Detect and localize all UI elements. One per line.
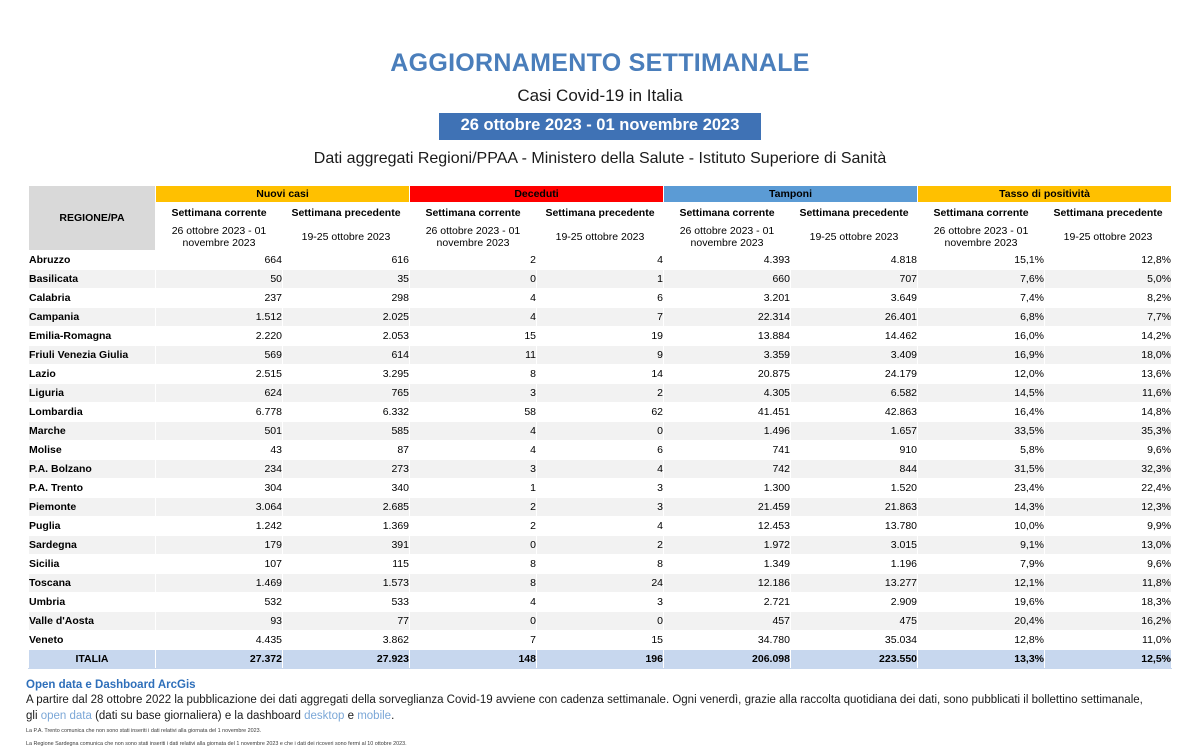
cell-tasso-precedente: 12,3% [1045,497,1172,516]
cell-tamp-corrente: 1.496 [664,421,791,440]
table-row [29,554,1172,573]
cell-tamp-precedente: 6.582 [791,383,918,402]
cell-tamp-precedente: 3.409 [791,345,918,364]
cell-tamp-precedente: 844 [791,459,918,478]
cell-nuovi-corrente: 1.469 [156,573,283,592]
cell-nuovi-precedente: 273 [283,459,410,478]
cell-nuovi-corrente: 532 [156,592,283,611]
cell-dec-corrente: 8 [410,573,537,592]
cell-tasso-precedente: 11,6% [1045,383,1172,402]
cell-tamp-corrente: 741 [664,440,791,459]
cell-nuovi-corrente: 50 [156,269,283,288]
cell-region-name: P.A. Bolzano [29,459,156,478]
table-row [29,250,1172,269]
cell-region-name: Liguria [29,383,156,402]
cell-tamp-precedente: 13.780 [791,516,918,535]
footnote-trento: La P.A. Trento comunica che non sono stati inseriti i dati relativi alla giornata del 1 novembre 2023. [26,728,262,735]
subheader-date-tamp-precedente: 19-25 ottobre 2023 [791,223,918,250]
group-header-deceduti: Deceduti [410,185,664,202]
subheader-dec-precedente: Settimana precedente [537,202,664,223]
cell-region-name: Lombardia [29,402,156,421]
cell-dec-corrente: 0 [410,611,537,630]
cell-tamp-precedente: 42.863 [791,402,918,421]
subheader-date-nuovi-precedente: 19-25 ottobre 2023 [283,223,410,250]
subheader-dec-corrente: Settimana corrente [410,202,537,223]
cell-tasso-corrente: 19,6% [918,592,1045,611]
cell-nuovi-precedente: 614 [283,345,410,364]
cell-tasso-corrente: 6,8% [918,307,1045,326]
cell-nuovi-precedente: 1.573 [283,573,410,592]
cell-tamp-precedente: 24.179 [791,364,918,383]
cell-dec-precedente: 3 [537,592,664,611]
cell-tamp-precedente: 2.909 [791,592,918,611]
cell-region-name: P.A. Trento [29,478,156,497]
cell-tasso-precedente: 9,6% [1045,440,1172,459]
cell-nuovi-corrente: 569 [156,345,283,364]
table-row [29,459,1172,478]
cell-dec-precedente: 7 [537,307,664,326]
cell-tasso-precedente: 12,8% [1045,250,1172,269]
cell-nuovi-corrente: 1.512 [156,307,283,326]
footer-text-mid: (dati su base giornaliera) e la dashboard [91,709,305,722]
cell-dec-precedente: 4 [537,459,664,478]
cell-dec-precedente: 4 [537,250,664,269]
subheader-date-tasso-corrente: 26 ottobre 2023 - 01 novembre 2023 [918,223,1045,250]
subheader-tasso-precedente: Settimana precedente [1045,202,1172,223]
cell-dec-precedente: 2 [537,535,664,554]
cell-tasso-precedente: 13,0% [1045,535,1172,554]
cell-dec-corrente: 0 [410,535,537,554]
cell-dec-corrente: 4 [410,288,537,307]
subheader-date-tasso-precedente: 19-25 ottobre 2023 [1045,223,1172,250]
cell-nuovi-corrente: 2.515 [156,364,283,383]
cell-tamp-precedente: 13.277 [791,573,918,592]
cell-tamp-corrente: 1.300 [664,478,791,497]
cell-tamp-precedente: 4.818 [791,250,918,269]
cell-dec-corrente: 4 [410,421,537,440]
cell-nuovi-precedente: 340 [283,478,410,497]
cell-nuovi-corrente: 6.778 [156,402,283,421]
date-band-container [0,113,1200,140]
date-range-badge: 26 ottobre 2023 - 01 novembre 2023 [439,113,762,140]
subheader-date-dec-corrente: 26 ottobre 2023 - 01 novembre 2023 [410,223,537,250]
cell-tamp-corrente: 34.780 [664,630,791,649]
cell-dec-precedente: 14 [537,364,664,383]
footer-heading: Open data e Dashboard ArcGis [26,678,196,691]
cell-nuovi-precedente: 3.862 [283,630,410,649]
cell-region-name: Sicilia [29,554,156,573]
cell-tamp-precedente: 1.196 [791,554,918,573]
data-source-line: Dati aggregati Regioni/PPAA - Ministero della Salute - Istituto Superiore di Sanità [313,149,887,167]
footer-notes [22,678,1178,749]
cell-tasso-corrente: 14,3% [918,497,1045,516]
group-header-nuovi-casi: Nuovi casi [156,185,410,202]
cell-dec-corrente: 4 [410,592,537,611]
cell-dec-precedente: 196 [537,649,664,668]
cell-dec-precedente: 15 [537,630,664,649]
cell-tamp-precedente: 3.649 [791,288,918,307]
subheader-label-row [29,202,1172,223]
dashboard-mobile-link[interactable]: mobile [357,709,392,722]
page-title: AGGIORNAMENTO SETTIMANALE [390,49,810,77]
cell-nuovi-precedente: 391 [283,535,410,554]
table-row [29,630,1172,649]
cell-dec-precedente: 6 [537,440,664,459]
cell-tasso-corrente: 5,8% [918,440,1045,459]
table-header [29,185,1172,250]
cell-dec-corrente: 7 [410,630,537,649]
cell-nuovi-precedente: 6.332 [283,402,410,421]
cell-dec-corrente: 11 [410,345,537,364]
cell-nuovi-precedente: 298 [283,288,410,307]
cell-region-name: Molise [29,440,156,459]
footer-paragraph-line1: A partire dal 28 ottobre 2022 la pubblicazione dei dati aggregati della sorveglianza Covid-19 avviene con cadenza settimanale. Ogni venerdì, grazie alla raccolta quotidiana dei dati, sono pubblicati il bollettino settimanale, [26,694,1143,707]
cell-nuovi-precedente: 1.369 [283,516,410,535]
cell-region-name: Toscana [29,573,156,592]
cell-tasso-corrente: 14,5% [918,383,1045,402]
cell-tamp-corrente: 457 [664,611,791,630]
cell-nuovi-corrente: 237 [156,288,283,307]
table-row [29,573,1172,592]
table-row [29,611,1172,630]
cell-tasso-corrente: 33,5% [918,421,1045,440]
cell-dec-corrente: 0 [410,269,537,288]
subheader-date-tamp-corrente: 26 ottobre 2023 - 01 novembre 2023 [664,223,791,250]
cell-region-name: Friuli Venezia Giulia [29,345,156,364]
group-band-row [29,185,1172,202]
cell-tamp-precedente: 475 [791,611,918,630]
cell-tasso-precedente: 7,7% [1045,307,1172,326]
weekly-data-table-container [28,185,1172,669]
footnote-sardegna: La Regione Sardegna comunica che non sono stati inseriti i dati relativi alla giornata del 1 novembre 2023 e che i dati dei ricoveri sono fermi al 10 ottobre 2023. [26,740,407,747]
open-data-link[interactable]: open data [40,709,92,722]
cell-region-name: Puglia [29,516,156,535]
report-header [0,0,1200,168]
cell-nuovi-corrente: 501 [156,421,283,440]
cell-tasso-precedente: 11,0% [1045,630,1172,649]
cell-nuovi-corrente: 1.242 [156,516,283,535]
cell-tamp-corrente: 3.359 [664,345,791,364]
cell-tasso-corrente: 31,5% [918,459,1045,478]
table-row [29,535,1172,554]
cell-tamp-corrente: 3.201 [664,288,791,307]
table-row [29,402,1172,421]
cell-tamp-precedente: 1.657 [791,421,918,440]
cell-nuovi-corrente: 624 [156,383,283,402]
cell-dec-precedente: 0 [537,611,664,630]
cell-dec-corrente: 4 [410,440,537,459]
cell-nuovi-corrente: 304 [156,478,283,497]
table-row [29,440,1172,459]
cell-tasso-corrente: 7,6% [918,269,1045,288]
group-header-tasso-positivita: Tasso di positività [918,185,1172,202]
table-row [29,592,1172,611]
cell-dec-precedente: 3 [537,497,664,516]
cell-tamp-corrente: 1.349 [664,554,791,573]
cell-tamp-corrente: 12.453 [664,516,791,535]
cell-tamp-precedente: 14.462 [791,326,918,345]
subheader-date-nuovi-corrente: 26 ottobre 2023 - 01 novembre 2023 [156,223,283,250]
cell-dec-corrente: 58 [410,402,537,421]
cell-tasso-precedente: 18,3% [1045,592,1172,611]
group-header-tamponi: Tamponi [664,185,918,202]
weekly-data-table [28,185,1172,669]
cell-region-name: Veneto [29,630,156,649]
cell-dec-precedente: 24 [537,573,664,592]
cell-tasso-precedente: 14,8% [1045,402,1172,421]
cell-tamp-corrente: 742 [664,459,791,478]
table-row-total [29,649,1172,668]
cell-nuovi-precedente: 77 [283,611,410,630]
cell-tamp-precedente: 910 [791,440,918,459]
table-row [29,516,1172,535]
cell-tamp-precedente: 3.015 [791,535,918,554]
table-row [29,383,1172,402]
cell-nuovi-precedente: 533 [283,592,410,611]
cell-nuovi-precedente: 616 [283,250,410,269]
cell-tasso-precedente: 32,3% [1045,459,1172,478]
cell-nuovi-precedente: 27.923 [283,649,410,668]
subheader-nuovi-corrente: Settimana corrente [156,202,283,223]
cell-tasso-precedente: 14,2% [1045,326,1172,345]
cell-tamp-precedente: 35.034 [791,630,918,649]
cell-tamp-corrente: 22.314 [664,307,791,326]
cell-tasso-corrente: 7,9% [918,554,1045,573]
cell-dec-corrente: 2 [410,497,537,516]
cell-region-name: Campania [29,307,156,326]
footer-text-and: e [344,709,358,722]
cell-tasso-corrente: 12,1% [918,573,1045,592]
cell-tasso-corrente: 16,4% [918,402,1045,421]
cell-tasso-corrente: 7,4% [918,288,1045,307]
cell-dec-corrente: 4 [410,307,537,326]
cell-tasso-precedente: 11,8% [1045,573,1172,592]
subheader-nuovi-precedente: Settimana precedente [283,202,410,223]
cell-tasso-corrente: 23,4% [918,478,1045,497]
cell-nuovi-precedente: 765 [283,383,410,402]
cell-region-name: Marche [29,421,156,440]
cell-tamp-corrente: 1.972 [664,535,791,554]
cell-tasso-precedente: 12,5% [1045,649,1172,668]
cell-dec-precedente: 0 [537,421,664,440]
cell-nuovi-corrente: 179 [156,535,283,554]
table-row [29,269,1172,288]
cell-region-name: Basilicata [29,269,156,288]
cell-nuovi-corrente: 2.220 [156,326,283,345]
cell-nuovi-corrente: 3.064 [156,497,283,516]
cell-tasso-corrente: 12,0% [918,364,1045,383]
cell-nuovi-precedente: 35 [283,269,410,288]
cell-tamp-corrente: 12.186 [664,573,791,592]
cell-tamp-corrente: 21.459 [664,497,791,516]
cell-dec-corrente: 1 [410,478,537,497]
subheader-tamp-precedente: Settimana precedente [791,202,918,223]
cell-tamp-corrente: 2.721 [664,592,791,611]
cell-region-name: Calabria [29,288,156,307]
cell-dec-precedente: 9 [537,345,664,364]
cell-tamp-corrente: 4.393 [664,250,791,269]
page-subtitle: Casi Covid-19 in Italia [517,85,683,105]
dashboard-desktop-link[interactable]: desktop [304,709,345,722]
cell-nuovi-corrente: 107 [156,554,283,573]
cell-tasso-corrente: 9,1% [918,535,1045,554]
cell-region-name: Sardegna [29,535,156,554]
cell-region-name: Umbria [29,592,156,611]
cell-nuovi-precedente: 2.025 [283,307,410,326]
cell-dec-precedente: 8 [537,554,664,573]
cell-tasso-corrente: 12,8% [918,630,1045,649]
cell-dec-precedente: 19 [537,326,664,345]
cell-dec-corrente: 3 [410,459,537,478]
cell-nuovi-precedente: 3.295 [283,364,410,383]
cell-tasso-precedente: 8,2% [1045,288,1172,307]
cell-dec-precedente: 2 [537,383,664,402]
subheader-tasso-corrente: Settimana corrente [918,202,1045,223]
cell-tamp-precedente: 707 [791,269,918,288]
footer-paragraph-line2 [26,709,1178,725]
cell-tasso-precedente: 9,9% [1045,516,1172,535]
cell-nuovi-corrente: 664 [156,250,283,269]
cell-region-name: Valle d'Aosta [29,611,156,630]
cell-tamp-corrente: 41.451 [664,402,791,421]
cell-nuovi-corrente: 27.372 [156,649,283,668]
cell-dec-corrente: 3 [410,383,537,402]
table-row [29,288,1172,307]
cell-dec-precedente: 1 [537,269,664,288]
column-header-regione: REGIONE/PA [29,185,156,250]
cell-tamp-corrente: 4.305 [664,383,791,402]
table-row [29,307,1172,326]
cell-region-name: Lazio [29,364,156,383]
cell-tasso-precedente: 13,6% [1045,364,1172,383]
subheader-tamp-corrente: Settimana corrente [664,202,791,223]
cell-tasso-corrente: 16,0% [918,326,1045,345]
cell-nuovi-corrente: 4.435 [156,630,283,649]
cell-nuovi-corrente: 93 [156,611,283,630]
cell-tasso-precedente: 5,0% [1045,269,1172,288]
cell-dec-precedente: 6 [537,288,664,307]
cell-tamp-precedente: 1.520 [791,478,918,497]
cell-nuovi-corrente: 234 [156,459,283,478]
cell-tamp-corrente: 660 [664,269,791,288]
footer-text-pre: gli [26,709,41,722]
cell-tamp-precedente: 223.550 [791,649,918,668]
table-row [29,364,1172,383]
table-row [29,478,1172,497]
cell-tamp-corrente: 20.875 [664,364,791,383]
cell-dec-precedente: 62 [537,402,664,421]
cell-nuovi-precedente: 115 [283,554,410,573]
cell-tasso-precedente: 16,2% [1045,611,1172,630]
cell-tasso-precedente: 35,3% [1045,421,1172,440]
cell-tamp-corrente: 13.884 [664,326,791,345]
cell-region-name: Emilia-Romagna [29,326,156,345]
cell-dec-precedente: 3 [537,478,664,497]
cell-dec-corrente: 8 [410,364,537,383]
cell-tasso-precedente: 22,4% [1045,478,1172,497]
cell-dec-corrente: 8 [410,554,537,573]
cell-tamp-precedente: 21.863 [791,497,918,516]
cell-tasso-precedente: 18,0% [1045,345,1172,364]
cell-dec-corrente: 2 [410,250,537,269]
cell-nuovi-precedente: 585 [283,421,410,440]
table-body [29,250,1172,668]
table-row [29,345,1172,364]
table-row [29,326,1172,345]
cell-dec-corrente: 15 [410,326,537,345]
cell-region-name: Piemonte [29,497,156,516]
cell-nuovi-corrente: 43 [156,440,283,459]
cell-region-name: Abruzzo [29,250,156,269]
cell-nuovi-precedente: 2.053 [283,326,410,345]
cell-dec-corrente: 148 [410,649,537,668]
cell-dec-corrente: 2 [410,516,537,535]
cell-tasso-corrente: 10,0% [918,516,1045,535]
cell-nuovi-precedente: 2.685 [283,497,410,516]
cell-tasso-corrente: 15,1% [918,250,1045,269]
cell-tamp-corrente: 206.098 [664,649,791,668]
cell-tasso-precedente: 9,6% [1045,554,1172,573]
cell-tasso-corrente: 20,4% [918,611,1045,630]
subheader-date-row [29,223,1172,250]
cell-tasso-corrente: 13,3% [918,649,1045,668]
table-row [29,497,1172,516]
cell-dec-precedente: 4 [537,516,664,535]
cell-tasso-corrente: 16,9% [918,345,1045,364]
footer-text-end: . [391,709,395,722]
table-row [29,421,1172,440]
cell-nuovi-precedente: 87 [283,440,410,459]
cell-region-name: ITALIA [29,649,156,668]
cell-tamp-precedente: 26.401 [791,307,918,326]
subheader-date-dec-precedente: 19-25 ottobre 2023 [537,223,664,250]
